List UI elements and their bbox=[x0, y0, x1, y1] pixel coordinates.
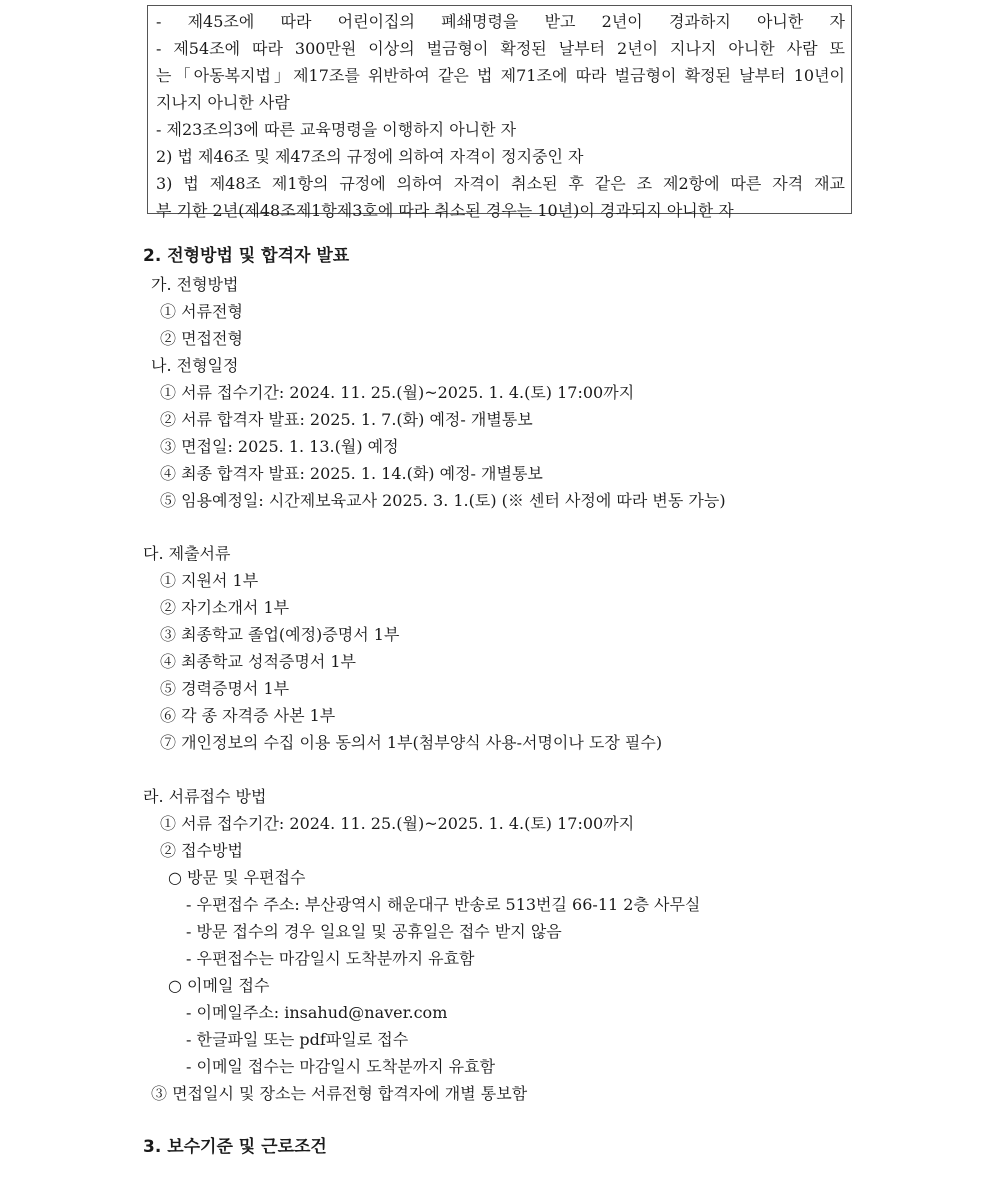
disqualification-box bbox=[147, 5, 852, 220]
list-item: ① 지원서 1부 bbox=[160, 571, 259, 590]
list-item: ⑤ 경력증명서 1부 bbox=[160, 679, 290, 698]
list-item: - 우편접수 주소: 부산광역시 해운대구 반송로 513번길 66-11 2층 사무실 bbox=[186, 895, 701, 914]
section-3-heading: 3. 보수기준 및 근로조건 bbox=[143, 1137, 327, 1157]
list-item: ④ 최종 합격자 발표: 2025. 1. 14.(화) 예정- 개별통보 bbox=[160, 464, 543, 483]
subsection-da-title: 다. 제출서류 bbox=[143, 544, 231, 563]
list-item: ③ 최종학교 졸업(예정)증명서 1부 bbox=[160, 625, 400, 644]
list-item: ① 서류전형 bbox=[160, 302, 243, 321]
list-item: - 이메일주소: insahud@naver.com bbox=[186, 1003, 448, 1022]
box-line: 2) 법 제46조 및 제47조의 규정에 의하여 자격이 정지중인 자 bbox=[156, 147, 584, 166]
list-item: - 한글파일 또는 pdf파일로 접수 bbox=[186, 1030, 409, 1049]
list-item: - 방문 접수의 경우 일요일 및 공휴일은 접수 받지 않음 bbox=[186, 922, 562, 941]
list-item: - 이메일 접수는 마감일시 도착분까지 유효함 bbox=[186, 1057, 496, 1076]
list-item: ③ 면접일: 2025. 1. 13.(월) 예정 bbox=[160, 437, 399, 456]
box-line: 지나지 아니한 사람 bbox=[156, 93, 290, 112]
box-line: 3) 법 제48조 제1항의 규정에 의하여 자격이 취소된 후 같은 조 제2항에 따른 자격 재교 bbox=[156, 174, 845, 193]
subsection-ga-title: 가. 전형방법 bbox=[151, 275, 239, 294]
box-line: - 제54조에 따라 300만원 이상의 벌금형이 확정된 날부터 2년이 지나지 아니한 사람 또 bbox=[156, 39, 845, 58]
visit-post-title: ○ 방문 및 우편접수 bbox=[168, 868, 306, 887]
list-item: ② 면접전형 bbox=[160, 329, 243, 348]
list-item: ① 서류 접수기간: 2024. 11. 25.(월)~2025. 1. 4.(토) 17:00까지 bbox=[160, 814, 635, 833]
list-item: ④ 최종학교 성적증명서 1부 bbox=[160, 652, 356, 671]
list-item: ⑦ 개인정보의 수집 이용 동의서 1부(첨부양식 사용-서명이나 도장 필수) bbox=[160, 733, 663, 752]
box-line: - 제45조에 따라 어린이집의 폐쇄명령을 받고 2년이 경과하지 아니한 자 bbox=[156, 12, 845, 31]
list-item: ⑥ 각 종 자격증 사본 1부 bbox=[160, 706, 336, 725]
box-line: - 제23조의3에 따른 교육명령을 이행하지 아니한 자 bbox=[156, 120, 517, 139]
list-item: ⑤ 임용예정일: 시간제보육교사 2025. 3. 1.(토) (※ 센터 사정에 따라 변동 가능) bbox=[160, 491, 726, 510]
box-line: 는「아동복지법」제17조를 위반하여 같은 법 제71조에 따라 벌금형이 확정된 날부터 10년이 bbox=[156, 66, 845, 85]
list-item: ② 서류 합격자 발표: 2025. 1. 7.(화) 예정- 개별통보 bbox=[160, 410, 533, 429]
list-item: - 우편접수는 마감일시 도착분까지 유효함 bbox=[186, 949, 475, 968]
list-item: ① 서류 접수기간: 2024. 11. 25.(월)~2025. 1. 4.(토) 17:00까지 bbox=[160, 383, 635, 402]
email-title: ○ 이메일 접수 bbox=[168, 976, 270, 995]
box-line: 부 기한 2년(제48조제1항제3호에 따라 취소된 경우는 10년)이 경과되지 아니한 자 bbox=[156, 201, 734, 220]
subsection-na-title: 나. 전형일정 bbox=[151, 356, 239, 375]
list-item: ② 자기소개서 1부 bbox=[160, 598, 290, 617]
list-item: ② 접수방법 bbox=[160, 841, 243, 860]
subsection-ra-title: 라. 서류접수 방법 bbox=[143, 787, 267, 806]
list-item: ③ 면접일시 및 장소는 서류전형 합격자에 개별 통보함 bbox=[151, 1084, 528, 1103]
section-2-heading: 2. 전형방법 및 합격자 발표 bbox=[143, 246, 350, 266]
